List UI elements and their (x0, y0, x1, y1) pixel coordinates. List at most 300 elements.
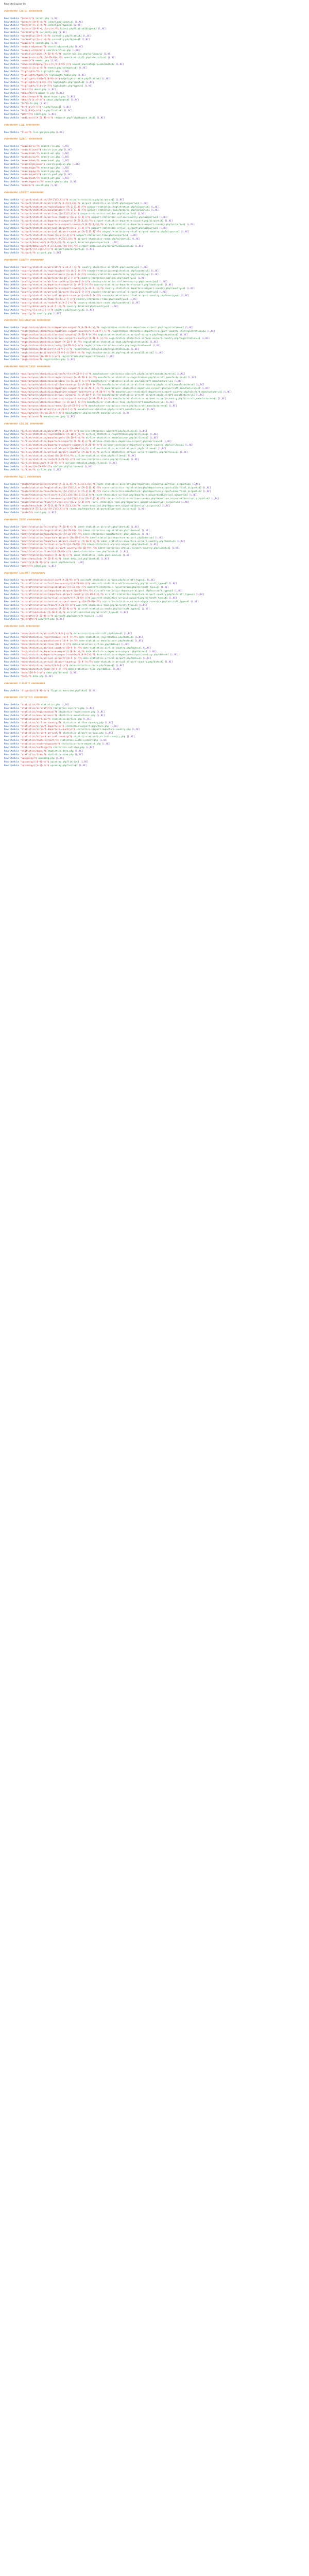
blank-line (4, 569, 305, 572)
rule-target: airport-statistics-registration.php?airport=$1 (87, 206, 150, 209)
rule-flags: [L,NC] (142, 533, 150, 536)
rule-target: registration-statistics-departure-airport-country.php?registration=$1 (111, 330, 206, 333)
rule-pattern: ^airline/detailed/([A-Z0-9]+)/?$ (20, 462, 64, 465)
blank-line (4, 195, 305, 199)
rule-target: ident-statistics-route.php?ident=$1 (73, 554, 122, 557)
rule-flags: [L,NC] (115, 198, 124, 201)
rule-keyword: RewriteRule (4, 280, 20, 283)
blank-line (4, 256, 305, 259)
rule-keyword: RewriteRule (4, 238, 20, 241)
blank-line (4, 622, 305, 625)
rule-target: search.php (35, 184, 49, 188)
rewrite-rule (4, 334, 305, 337)
rule-flags: [L,NC] (75, 750, 83, 753)
rule-pattern: ^date/statistics/time/([0-9-]+)/?$ (20, 668, 67, 671)
rule-keyword: RewriteRule (4, 373, 20, 376)
rule-pattern: ^latest/([0-9]+)/([a-z]+)/?$ (20, 28, 59, 31)
rule-target: search-json.php (42, 149, 63, 152)
rule-pattern: ^aircraft/statistics/departure-airport/([A-Z0-9]+)/?$ (20, 590, 93, 593)
rule-keyword: RewriteRule (4, 206, 20, 209)
rule-flags: [L,NC] (126, 736, 135, 739)
rule-target: airline-statistics-time.php?airline=$1 (75, 454, 127, 457)
rule-flags: [L,NC] (47, 113, 56, 116)
rule-target: route-statistics-aircraft.php?departure_airport=$1&arrival_airport=$2 (96, 483, 191, 486)
rule-pattern: ^search-airline/([A-Z0-9]+)/?$ (20, 53, 62, 56)
rewrite-rule (4, 636, 305, 640)
rule-pattern: ^airline/([A-Z0-9]+)/?$ (20, 465, 52, 468)
rewrite-rule (4, 81, 305, 85)
rule-flags: [L,NC] (128, 454, 136, 457)
rule-flags: [L,NC] (185, 444, 194, 447)
rule-keyword: RewriteRule (4, 298, 20, 301)
rule-keyword: RewriteRule (4, 643, 20, 646)
rule-target: newest.php?category=$1 (47, 67, 78, 70)
rule-pattern: ^highlights/([0-9]+)/?$ (20, 81, 52, 84)
rule-flags: [L,NC] (138, 277, 146, 280)
rule-pattern: ^ident/statistics/departure-airport-country/([A-Z0-9]+)/?$ (20, 540, 100, 543)
rule-flags: [L,NC] (121, 643, 130, 646)
rule-pattern: ^airport/?$ (20, 252, 36, 255)
rule-keyword: RewriteRule (4, 295, 20, 298)
rule-flags: [L,NC] (61, 156, 70, 159)
rule-keyword: RewriteRule (4, 209, 20, 212)
rule-keyword: RewriteRule (4, 668, 20, 671)
rule-keyword: RewriteRule (4, 501, 20, 504)
rule-pattern: ^route/statistics/airline/([A-Z]{3,4})/([A-Z]{3,4})/?$ (20, 494, 94, 497)
rule-target: airline-statistics-arrival-airport-country.php?airline=$1 (100, 451, 179, 454)
rule-flags: [L,NC] (185, 327, 194, 330)
rule-target: airport-statistics-arrival-airport-country.php?airport=$1 (102, 230, 180, 233)
section-header: ########## IDENT ########## (4, 519, 41, 522)
rule-target: airport.php?airport=$1 (54, 248, 84, 251)
rule-flags: [L,NC] (75, 753, 83, 756)
rule-target: route-statistics-manufacturer.php?departure_airport=$1&arrival_airport=$2 (102, 490, 202, 493)
rewrite-rule (4, 483, 305, 487)
rewrite-rule (4, 89, 305, 92)
rewrite-rule (4, 409, 305, 412)
rule-target: country-statistics-route.php?country=$1 (77, 301, 131, 304)
rule-keyword: RewriteRule (4, 736, 20, 739)
rule-target: upcoming.php?limit=$1 (50, 760, 79, 764)
rewrite-rule (4, 42, 305, 46)
rule-pattern: ^manufacturer/statistics/departure-airport-country/([a-zA-Z0-9-]+)/?$ (20, 391, 115, 394)
section-header: ########## FLIGHTID ########## (4, 682, 45, 685)
rule-keyword: RewriteRule (4, 266, 20, 269)
rule-pattern: ^manufacturer/statistics/time/([a-zA-Z0-9-]+)/?$ (20, 401, 86, 404)
rule-pattern: ^ident/statistics/manufacturer/([A-Z0-9]+)/?$ (20, 533, 82, 536)
rewrite-rule (4, 715, 305, 718)
rule-pattern: ^airport/statistics/airline-country/([A-Z]{3,4})/?$ (20, 216, 90, 219)
rule-target: date-statistics-arrival-airport-country.php?date=$1 (94, 661, 164, 664)
rule-keyword: RewriteRule (4, 647, 20, 650)
rule-pattern: ^statistics/date/?$ (20, 750, 46, 753)
rule-keyword: RewriteRule (4, 344, 20, 347)
rule-keyword: RewriteRule (4, 739, 20, 742)
blank-line (4, 121, 305, 124)
rule-pattern: ^ident/statistics/departure-airport/([A-Z0-9]+)/?$ (20, 536, 89, 539)
rule-keyword: RewriteRule (4, 597, 20, 600)
rule-keyword: RewriteRule (4, 704, 20, 707)
rule-keyword: RewriteRule (4, 49, 20, 52)
rule-keyword: RewriteRule (4, 558, 20, 561)
rule-pattern: ^manufacturer/?$ (20, 415, 43, 418)
rule-keyword: RewriteRule (4, 166, 20, 170)
rule-pattern: ^statistics/manufacturer/?$ (20, 714, 58, 717)
rule-pattern: ^statistics/airport-departure/?$ (20, 725, 64, 728)
rewrite-rule (4, 341, 305, 345)
rule-flags: [L,NC] (61, 71, 70, 74)
rule-keyword: RewriteRule (4, 163, 20, 166)
rule-flags: [L,NC] (83, 35, 92, 38)
rule-pattern: ^highlights/?$ (20, 71, 40, 74)
rule-flags: [L,NC] (66, 415, 75, 418)
rule-pattern: ^registration/detailed/([A-Z0-9-]+)/?$ (20, 348, 73, 351)
rule-pattern: ^search/csv/?$ (20, 156, 40, 159)
rule-flags: [L,NC] (110, 725, 119, 728)
rule-target: about-export.php (43, 95, 65, 98)
rule-keyword: RewriteRule (4, 291, 20, 294)
rule-pattern: ^highlights/table/([0-9]+)/?$ (20, 78, 60, 80)
rule-flags: [L,NC] (102, 78, 111, 80)
rule-pattern: ^country/statistics/departure-airport/([a-zA-Z-]+)/?$ (20, 284, 93, 287)
rule-flags: [L,NC] (81, 39, 90, 42)
rule-pattern: ^route/detailed/([A-Z]{3,4})/([A-Z]{3,4})/?$ (20, 504, 81, 507)
rule-pattern: ^route/?$ (20, 512, 33, 515)
rewrite-rule (4, 113, 305, 117)
section-header: ########## DATE ########## (4, 625, 40, 629)
rule-flags: [L,NC] (110, 241, 119, 244)
rule-keyword: RewriteRule (4, 113, 20, 116)
rule-pattern: ^airline/statistics/aircraft/([A-Z0-9]+)/?$ (20, 430, 79, 433)
rule-pattern: ^highlights/([a-z]+)/?$ (20, 84, 52, 88)
blank-line (4, 188, 305, 192)
rewrite-rule (4, 99, 305, 106)
rule-flags: [L,NC] (85, 746, 94, 749)
rule-pattern: ^country/statistics/manufacturer/([a-zA-Z-]+)/?$ (20, 273, 86, 276)
rule-target: route.php (34, 512, 46, 515)
rewrite-rule (4, 224, 305, 227)
rewrite-rule (4, 604, 305, 608)
rule-flags: [L,NC] (124, 633, 132, 636)
rewrite-rule (4, 711, 305, 715)
rule-target: registration-detailed.php?registration=$1 (73, 348, 130, 351)
rule-pattern: ^country/statistics/departure-airport-country/([a-zA-Z-]+)/?$ (20, 287, 104, 291)
section-header: ########## AIRLINE ########## (4, 422, 44, 426)
rule-pattern: ^search/gpx/?$ (20, 166, 40, 170)
section-header: ########## AIRCRAFT ########## (4, 572, 45, 575)
rule-target: ident-statistics-arrival-airport.php?ident=$1 (87, 544, 149, 547)
rule-pattern: ^manufacturer/statistics/arrival-airport-country/([a-zA-Z0-9-]+)/?$ (20, 398, 112, 401)
rule-flags: [L,NC] (180, 334, 188, 337)
rule-pattern: ^tv/([0-9]+)/?$ (20, 110, 41, 113)
rule-target: date-statistics-departure-airport-country.php?date=$1 (96, 654, 169, 657)
rule-flags: [L,NC] (79, 67, 88, 70)
rule-target: ident-statistics-manufacturer.php?ident=$1 (83, 533, 141, 536)
rule-target: statistics-route-airport.php (60, 739, 98, 742)
rule-flags: [L,NC] (64, 149, 73, 152)
rule-target: airport-statistics-manufacturer.php?airport=$1 (87, 209, 150, 212)
rule-target: airport-statistics-airline.php?airport=$1 (80, 213, 136, 216)
rule-flags: [L,NC] (202, 486, 211, 489)
rule-pattern: ^country/statistics/registration/([a-zA-Z-]+)/?$ (20, 269, 86, 273)
rule-keyword: RewriteRule (4, 248, 20, 251)
rule-keyword: RewriteRule (4, 81, 20, 84)
blank-line (4, 679, 305, 683)
rule-flags: [L,NC] (110, 305, 119, 308)
rule-keyword: RewriteRule (4, 504, 20, 507)
rule-flags: [L,NC] (50, 17, 59, 20)
blank-line (4, 419, 305, 423)
rule-keyword: RewriteRule (4, 540, 20, 543)
rewrite-rule (4, 266, 305, 270)
rule-keyword: RewriteRule (4, 483, 20, 486)
rule-flags: [L,NC] (130, 348, 139, 351)
rule-target: ident-statistics-aircraft.php?ident=$1 (77, 526, 130, 529)
rule-target: registration.php?registration=$1 (61, 355, 105, 358)
rule-flags: [L,NC] (149, 437, 158, 440)
rewrite-rule (4, 530, 305, 533)
rewrite-rule (4, 152, 305, 156)
rewrite-rule (4, 459, 305, 462)
rewrite-rule (4, 160, 305, 163)
rule-pattern: ^airport/statistics/airline/([A-Z]{3,4})/?$ (20, 213, 79, 216)
rule-target: date-statistics-airline.php?date=$1 (72, 643, 120, 646)
rule-pattern: ^upcoming/?$ (20, 757, 37, 760)
rule-pattern: ^airline/statistics/registration/([A-Z0-9]+)/?$ (20, 433, 84, 436)
rule-target: registration-statistics-arrival-airport-country.php?registration=$1 (109, 337, 200, 340)
rule-keyword: RewriteRule (4, 106, 20, 109)
rule-pattern: ^search/rss/?$ (20, 145, 40, 148)
rule-flags: [L,NC] (151, 209, 160, 212)
rule-keyword: RewriteRule (4, 636, 20, 639)
rule-target: search-rss.php (41, 145, 60, 148)
rule-target: search-georss.php (45, 181, 68, 184)
rule-pattern: ^airport/statistics/([A-Z]{3,4})/?$ (20, 198, 68, 201)
rule-pattern: ^currently/([0-9]+)/?$ (20, 35, 50, 38)
rule-flags: [L,NC] (161, 586, 169, 589)
rule-target: aircraft-statistics-arrival-airport-country.php?aircraft_type=$1 (102, 600, 190, 603)
blank-line (4, 14, 305, 18)
rewrite-rule (4, 156, 305, 160)
rule-flags: [L,NC] (171, 547, 180, 550)
rule-keyword: RewriteRule (4, 583, 20, 586)
rule-target: statistics-callsign.php (53, 746, 85, 749)
rule-keyword: RewriteRule (4, 594, 20, 597)
rule-flags: [L,NC] (138, 508, 146, 511)
rule-pattern: ^date/?$ (20, 675, 31, 678)
rule-pattern: ^latest/([0-9]+)/?$ (20, 21, 46, 24)
rule-target: aircraft.php (38, 618, 55, 621)
rule-flags: [L,NC] (181, 295, 190, 298)
rule-target: country-statistics-airline.php?country=$1 (80, 277, 136, 280)
rule-target: aircraft-detailed.php?aircraft_type=$1 (66, 611, 119, 614)
rule-flags: [L,NC] (143, 657, 151, 660)
rule-keyword: RewriteRule (4, 383, 20, 386)
rule-flags: [L,NC] (84, 465, 93, 468)
rule-flags: [L,NC] (174, 590, 183, 593)
rule-pattern: ^search/?$ (20, 42, 35, 45)
rule-target: currently.php?limit=$1 (52, 35, 82, 38)
blank-line (4, 693, 305, 697)
rule-target: registration-statistics-departure-airport.php?registration=$1 (100, 327, 184, 330)
rule-target: manufacturer-statistics-airline-country.php?aircraft_manufacturer=$1 (102, 383, 195, 386)
rule-pattern: ^airline/statistics/departure-airport-country/([A-Z0-9]+)/?$ (20, 444, 102, 447)
rule-keyword: RewriteRule (4, 633, 20, 636)
rule-target: search-kml.php (41, 159, 60, 162)
rewrite-rule (4, 352, 305, 355)
rewrite-rule (4, 707, 305, 711)
rule-pattern: ^airport/statistics/manufacturer/([A-Z]{3,4})/?$ (20, 209, 86, 212)
rule-flags: [L,NC] (50, 42, 59, 45)
rule-pattern: ^about/tv/?$ (20, 92, 37, 95)
rule-target: upcoming.php?sort=$1 (50, 764, 78, 767)
rule-flags: [L,NC] (196, 594, 204, 597)
rule-pattern: ^about/export/?$ (20, 95, 43, 98)
rewrite-rule (4, 231, 305, 234)
rewrite-rule (4, 558, 305, 562)
rewrite-rule (4, 78, 305, 81)
rewrite-rule (4, 565, 305, 569)
blank-line (4, 515, 305, 519)
rule-target: country-statistics-registration.php?country=$1 (87, 269, 150, 273)
rule-keyword: RewriteRule (4, 579, 20, 582)
rule-pattern: ^airline/statistics/time/([A-Z0-9]+)/?$ (20, 454, 74, 457)
blank-line (4, 427, 305, 430)
rule-target: airline.php (37, 469, 52, 472)
rule-keyword: RewriteRule (4, 35, 20, 38)
rule-target: statistics-airport-departure.php (65, 725, 109, 728)
rule-pattern: ^aircraft/statistics/departure-airport-country/([A-Z0-9]+)/?$ (20, 594, 104, 597)
rule-keyword: RewriteRule (4, 156, 20, 159)
section-header: ########## LIVE ########## (4, 124, 40, 127)
rule-target: date-statistics-manufacturer.php?date=$1 (79, 639, 134, 642)
rule-flags: [L,NC] (96, 710, 105, 714)
rule-flags: [L,NC] (140, 202, 149, 205)
rule-target: country-statistics-time.php?country=$1 (76, 298, 128, 301)
rule-flags: [L,NC] (47, 512, 56, 515)
rule-pattern: ^date/statistics/departure-airport/([0-9-]+)/?$ (20, 650, 84, 653)
blank-line (4, 472, 305, 476)
rule-pattern: ^search/kml/?$ (20, 159, 40, 162)
rule-target: airline-statistics-route.php?airline=$1 (76, 458, 130, 461)
rule-keyword: RewriteRule (4, 213, 20, 216)
rule-flags: [L,NC] (186, 287, 195, 291)
rewrite-rule (4, 359, 305, 362)
rule-keyword: RewriteRule (4, 409, 20, 412)
section-header: ########## SEARCH ########## (4, 138, 43, 141)
section-header: ########## REGISTRATION ########## (4, 319, 50, 323)
rule-keyword: RewriteRule (4, 458, 20, 461)
rule-flags: [L,NC] (61, 145, 70, 148)
rule-target: airline-statistics-aircraft.php?airline=$1 (80, 430, 138, 433)
rule-keyword: RewriteRule (4, 746, 20, 749)
rule-flags: [L,NC] (155, 536, 164, 539)
rule-flags: [L,NC] (56, 92, 64, 95)
rule-keyword: RewriteRule (4, 529, 20, 532)
rule-pattern: ^manufacturer/detailed/([a-zA-Z0-9-]+)/?$ (20, 409, 77, 412)
htaccess-document (0, 0, 309, 768)
rule-pattern: ^tv/([a-z]+)/?$ (20, 106, 41, 109)
rewrite-rule (4, 537, 305, 540)
rule-target: airport.php (37, 252, 52, 255)
rule-keyword: RewriteRule (4, 618, 20, 621)
rewrite-rule (4, 306, 305, 309)
rule-pattern: ^ident/statistics/time/([A-Z0-9]+)/?$ (20, 551, 71, 554)
rule-keyword: RewriteRule (4, 554, 20, 557)
rule-flags: [L,NC] (168, 597, 177, 600)
rewrite-rule (4, 562, 305, 565)
rule-keyword: RewriteRule (4, 710, 20, 714)
rule-keyword: RewriteRule (4, 433, 20, 436)
rule-target: statistics-registration.php (58, 710, 96, 714)
rewrite-rule (4, 704, 305, 707)
rule-flags: [L,NC] (211, 497, 219, 500)
rule-keyword: RewriteRule (4, 224, 20, 227)
rule-target: aircraft-statistics-time.php?aircraft_type=$1 (76, 604, 138, 607)
rule-flags: [L,NC] (105, 732, 113, 735)
rewrite-rule (4, 199, 305, 202)
rule-keyword: RewriteRule (4, 149, 20, 152)
rule-keyword: RewriteRule (4, 78, 20, 80)
rule-keyword: RewriteRule (4, 760, 20, 764)
rule-keyword: RewriteRule (4, 31, 20, 35)
rule-pattern: ^manufacturer/statistics/airline/([a-zA-Z0-9-]+)/?$ (20, 380, 90, 383)
rule-target: airport-statistics-departure-airport-country.php?airport=$1 (105, 224, 185, 227)
rule-flags: [L,NC] (192, 483, 200, 486)
rule-pattern: ^country/statistics/route/([a-zA-Z-]+)/?$ (20, 301, 77, 304)
rule-target: route-detailed.php?departure_airport=$1&arrival_airport=$2 (81, 504, 161, 507)
rule-flags: [L,NC] (163, 440, 172, 444)
rule-keyword: RewriteRule (4, 103, 20, 106)
rule-keyword: RewriteRule (4, 750, 20, 753)
rewrite-rule (4, 597, 305, 601)
rule-keyword: RewriteRule (4, 387, 20, 390)
rewrite-rule (4, 384, 305, 387)
rule-keyword: RewriteRule (4, 497, 20, 500)
rule-target: latest.php?limit=$1&type=$2 (60, 28, 97, 31)
rule-pattern: ^search/geojson/?$ (20, 163, 45, 166)
blank-line (4, 522, 305, 526)
rule-target: search-advanced.php (47, 45, 74, 48)
rewrite-rule (4, 487, 305, 490)
rule-flags: [L,NC] (196, 383, 204, 386)
rule-flags: [L,NC] (123, 554, 131, 557)
rule-keyword: RewriteRule (4, 533, 20, 536)
rule-pattern: ^statistics/airline/?$ (20, 718, 50, 721)
rewrite-rule (4, 494, 305, 498)
rule-flags: [L,NC] (106, 355, 115, 358)
rule-target: manufacturer-statistics-departure-airport-country.php?aircraft_manufacturer=$1 (115, 391, 222, 394)
rule-keyword: RewriteRule (4, 547, 20, 550)
rewrite-rule (4, 533, 305, 537)
rule-target: manufacturer.php (43, 415, 65, 418)
rule-target: highlights.php (41, 71, 60, 74)
rule-keyword: RewriteRule (4, 252, 20, 255)
rule-pattern: ^newest/?$ (20, 60, 35, 63)
rule-keyword: RewriteRule (4, 92, 20, 95)
rule-target: ident-statistics-time.php?ident=$1 (72, 551, 119, 554)
directive-line: RewriteEngine On (4, 3, 26, 6)
rule-target: search-php.php (41, 170, 60, 173)
rule-target: country.php?country=$1 (54, 309, 84, 312)
rule-target: airline-statistics-manufacturer.php?airline=$1 (85, 437, 149, 440)
rule-target: ident.php?ident=$1 (50, 561, 75, 564)
rule-flags: [L,NC] (159, 280, 168, 283)
rule-flags: [L,NC] (53, 312, 62, 315)
rule-keyword: RewriteRule (4, 401, 20, 404)
rule-keyword: RewriteRule (4, 462, 20, 465)
rule-target: search-archive.php (46, 49, 71, 52)
